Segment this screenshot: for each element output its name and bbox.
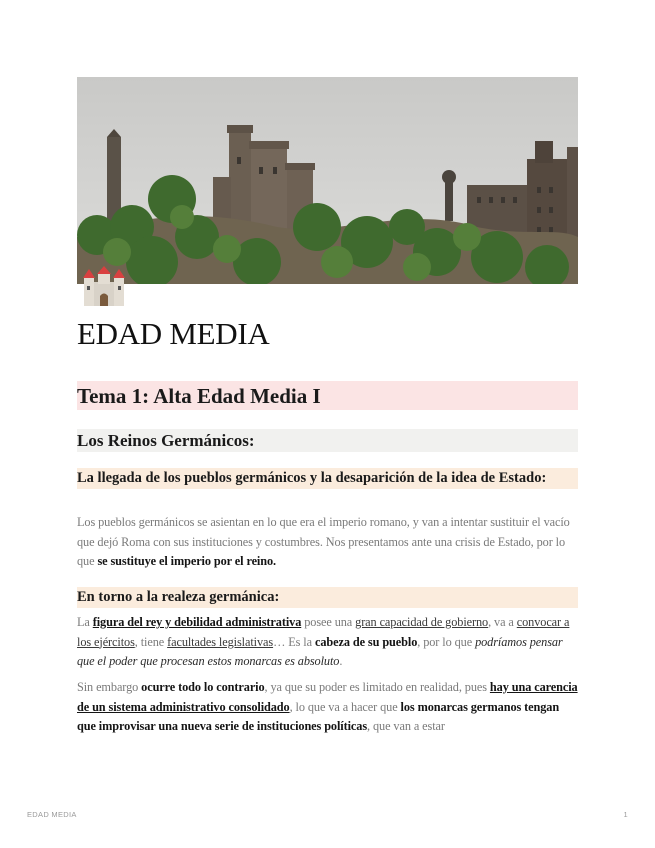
heading-2: Los Reinos Germánicos: [77, 429, 578, 452]
page-number: 1 [623, 810, 628, 819]
paragraph-3: Sin embargo ocurre todo lo contrario, ya que su poder es limitado en realidad, pues hay una carencia de un sistema administrativo consolidado, lo que va a hacer que los monarcas germanos tengan que improvisar una nueva serie de instituciones políticas, que van a estar [77, 680, 578, 733]
heading-3-realeza: En torno a la realeza germánica: [77, 587, 578, 608]
footer-title: EDAD MEDIA [27, 810, 77, 819]
heading-3-llegada: La llegada de los pueblos germánicos y la desaparición de la idea de Estado: [77, 468, 578, 489]
paragraph-1: Los pueblos germánicos se asientan en lo que era el imperio romano, y van a intentar sustituir el vacío que dejó Roma con sus instituciones y costumbres. Nos presentamos ante una crisis de Estado, por lo que se sustituye el imperio por el reino. [77, 515, 570, 568]
cover-image [77, 77, 578, 284]
heading-1: Tema 1: Alta Edad Media I [77, 381, 578, 410]
castle-icon [82, 266, 126, 308]
page-title: EDAD MEDIA [77, 316, 270, 351]
paragraph-2: La figura del rey y debilidad administrativa posee una gran capacidad de gobierno, va a convocar a los ejércitos, tiene facultades legislativas… Es la cabeza de su pueblo, por lo que podríamos pensar que el poder que procesan estos monarcas es absoluto. [77, 615, 570, 668]
